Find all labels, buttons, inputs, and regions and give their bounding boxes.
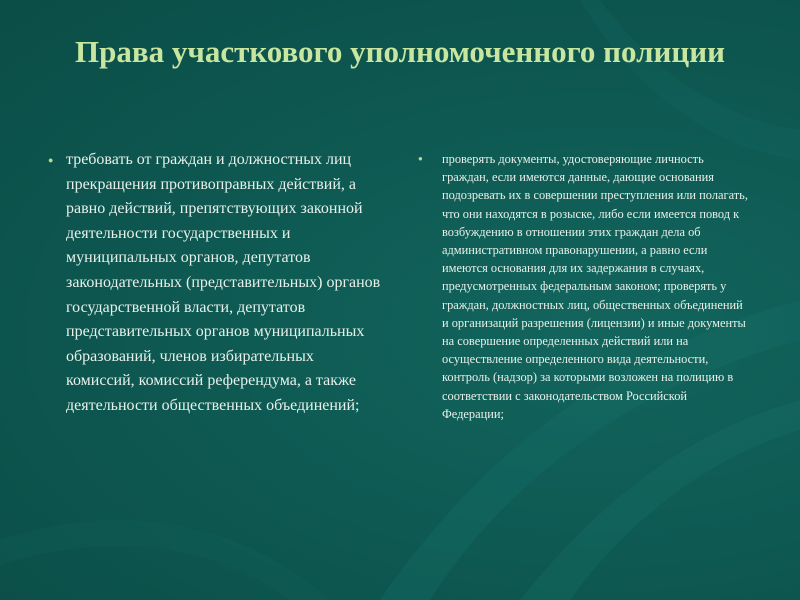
left-bullet-text: требовать от граждан и должностных лиц прекращения противоправных действий, а равно действий, препятствующих законной деятельности государственных и муниципальных органов, депутатов законодательных (представительных) органов государственной власти, депутатов представительных органов муниципальных образований, членов избирательных комиссий, комиссий референдума, а также деятельности общественных объединений; [66,151,381,414]
right-column [412,150,752,423]
slide-title: Права участкового уполномоченного полиции [75,34,725,69]
bullet-dot-icon: ● [418,154,423,163]
right-bullet-text: проверять документы, удостоверяющие личность граждан, если имеются данные, дающие основания подозревать их в совершении преступления или полагать, что они находятся в розыске, либо если имеется повод к возбуждению в отношении этих граждан дела об административном правонарушении, а равно если имеются основания для их задержания в случаях, предусмотренных федеральным законом; проверять у граждан, должностных лиц, общественных объединений и организаций разрешения (лицензии) и иные документы на совершение определенных действий или на осуществление определенного вида деятельности, контроль (надзор) за которыми возложен на полицию в соответствии с законодательством Российской Федерации; [442,152,748,421]
left-bullet-item [44,148,384,419]
right-bullet-item [412,150,752,423]
left-column [44,148,384,419]
bullet-dot-icon: ● [48,155,54,165]
